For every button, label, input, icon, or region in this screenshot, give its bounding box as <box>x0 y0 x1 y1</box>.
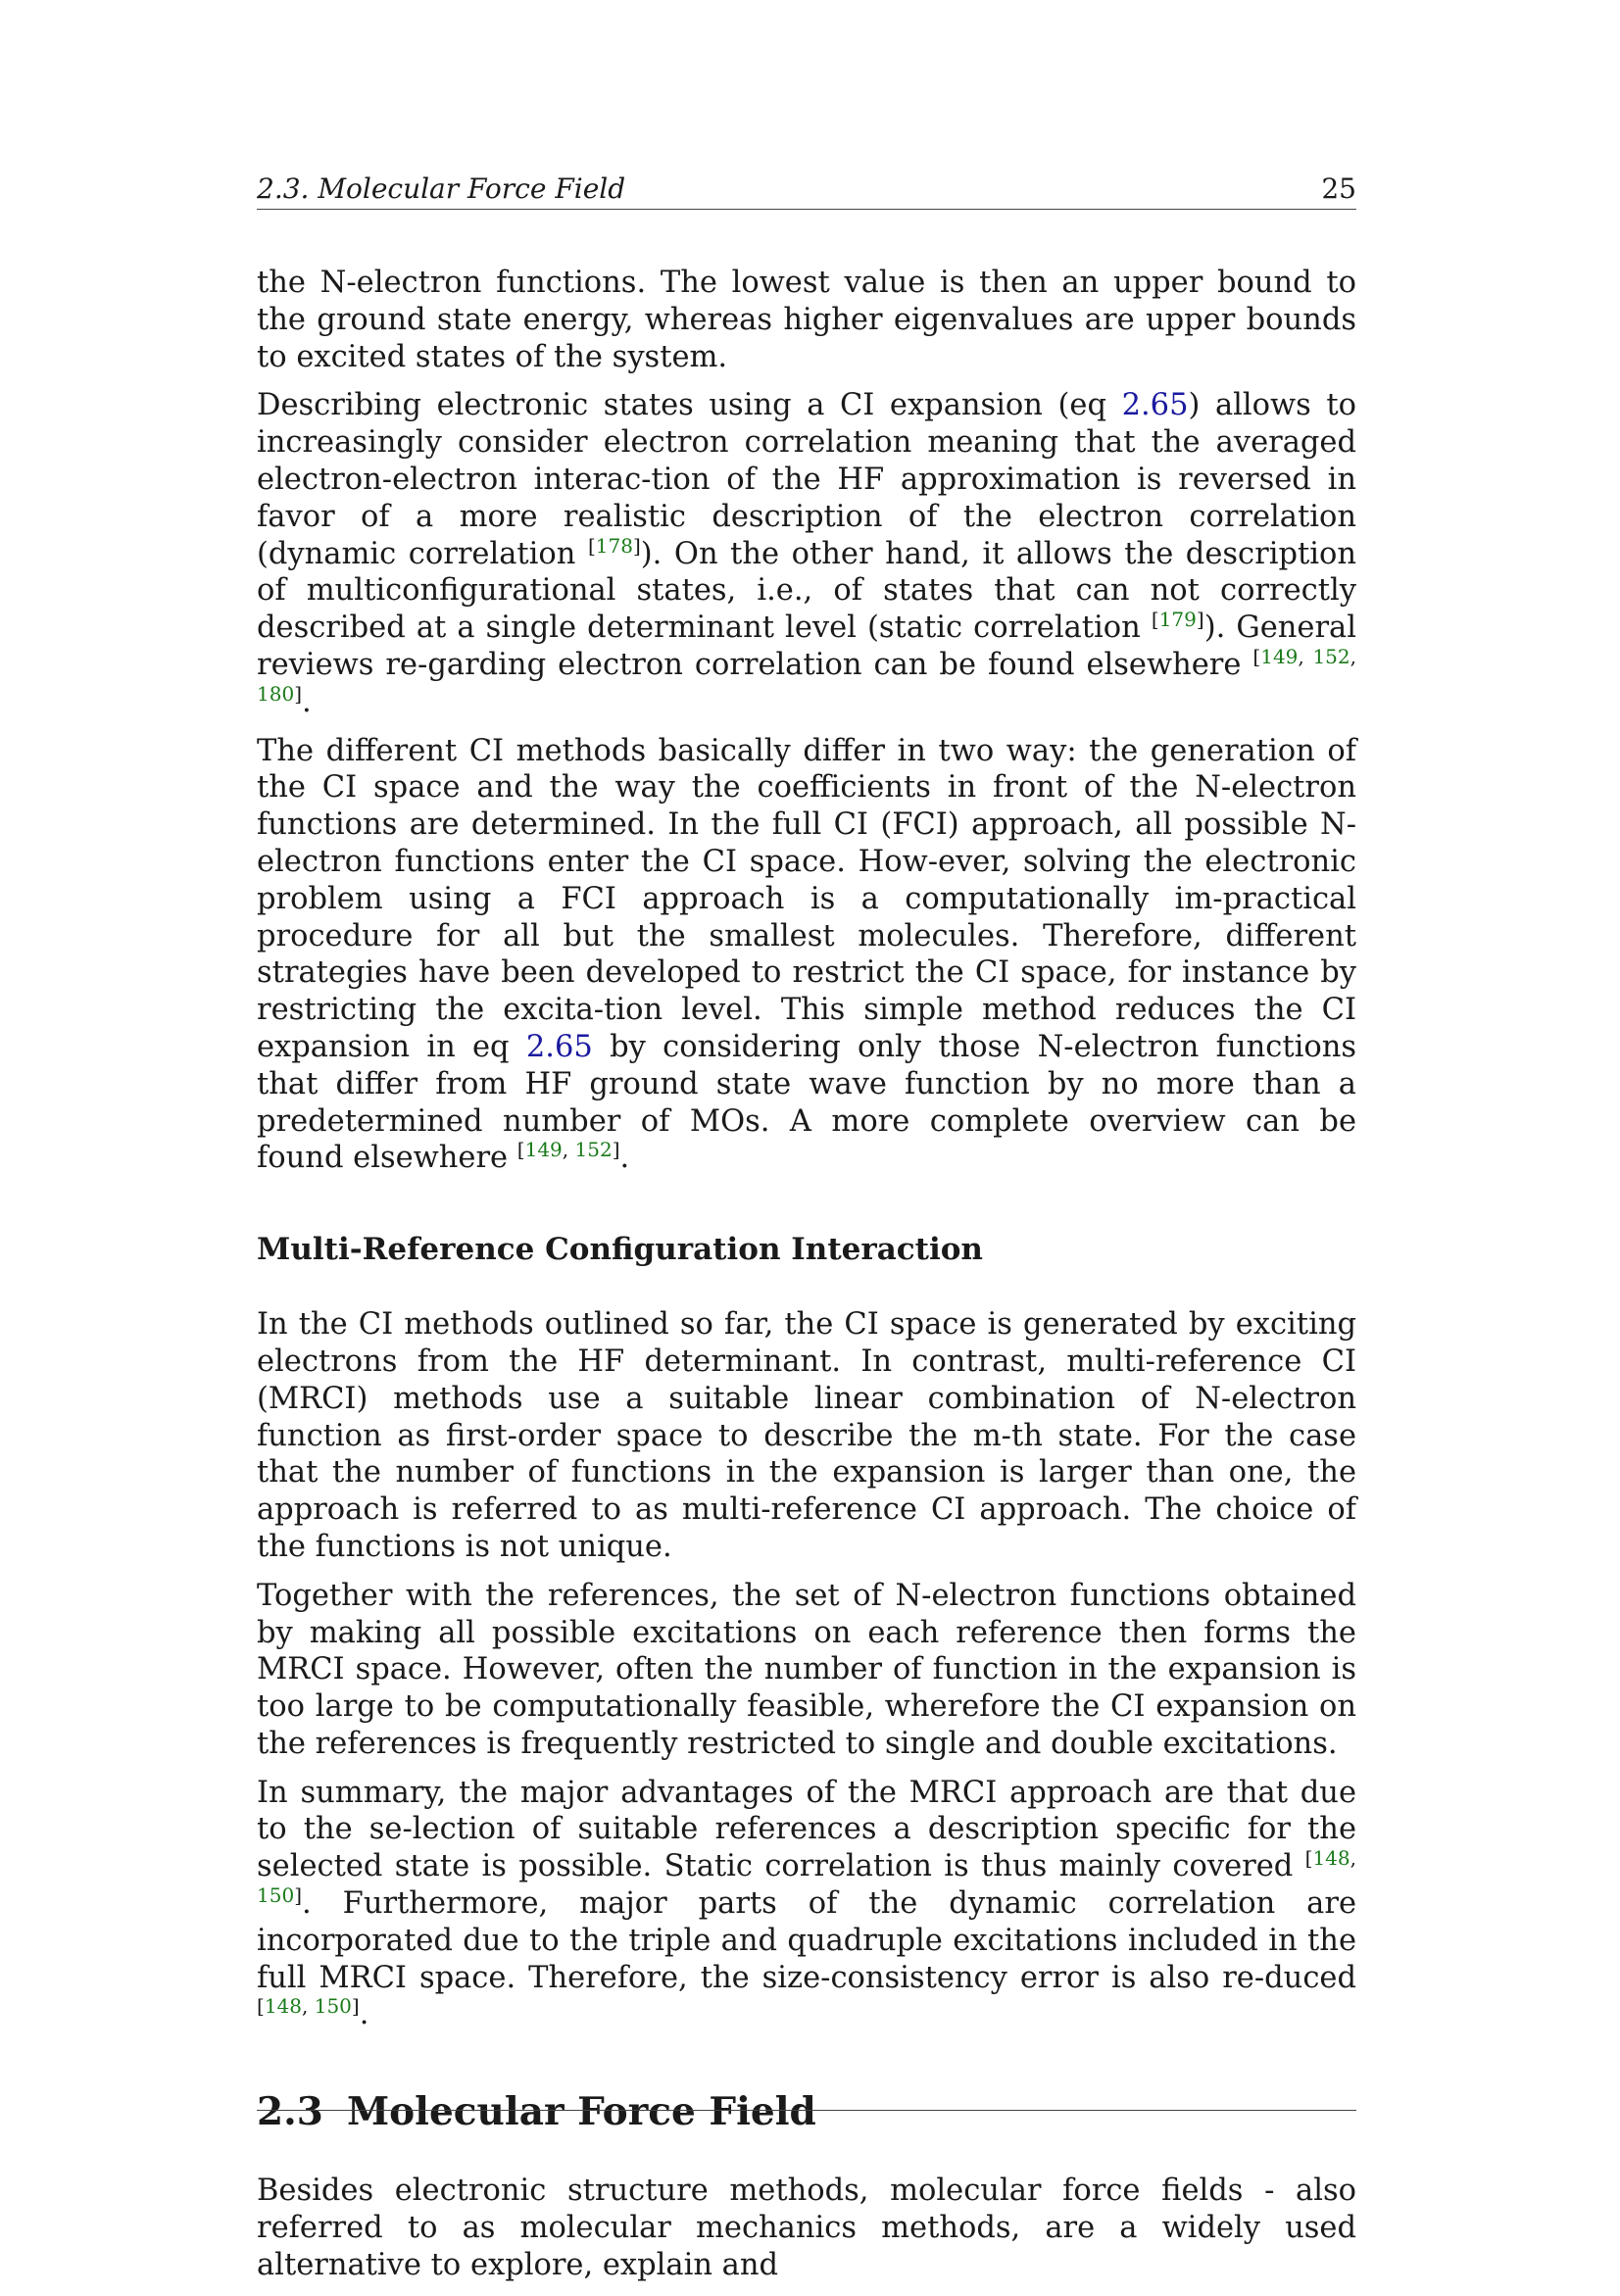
text-run: Describing electronic states using a CI expansion (eq <box>257 388 1122 423</box>
equation-link[interactable]: 2.65 <box>525 1029 593 1064</box>
citation: [149, 152, 180] <box>257 644 1356 706</box>
citation: [149, 152] <box>516 1138 620 1162</box>
page-number: 25 <box>1321 172 1356 205</box>
text-run: by considering only those N-electron functions that differ from HF ground state wave function by no more than a predetermined number of MOs. A more complete overview can be found elsewhere <box>257 1029 1356 1176</box>
citation-link[interactable]: 148 <box>264 1994 302 2019</box>
paragraph-3 <box>257 733 1356 1178</box>
text-run: . <box>359 1997 369 2032</box>
text-run: . <box>619 1141 630 1176</box>
citation-link[interactable]: 178 <box>595 533 633 558</box>
section-number: 2.3 <box>257 2089 323 2135</box>
citation-link[interactable]: 180 <box>257 681 295 706</box>
citation: [179] <box>1151 608 1204 632</box>
citation-link[interactable]: 152 <box>1312 644 1350 668</box>
running-header <box>257 171 1356 210</box>
section-heading <box>257 2090 1356 2133</box>
citation-link[interactable]: 149 <box>1260 644 1299 668</box>
paragraph-4: In the CI methods outlined so far, the CI space is generated by exciting electrons from the HF determinant. In contrast, multi-reference CI (MRCI) methods use a suitable linear combination of N-electron function as first-order space to describe the m-th state. For the case that the number of functions in the expansion is larger than one, the approach is referred to as multi-reference CI approach. The choice of the functions is not unique. <box>257 1307 1356 1564</box>
paragraph-5: Together with the references, the set of N-electron functions obtained by making all possible excitations on each reference then forms the MRCI space. However, often the number of function in the expansion is too large to be computationally feasible, wherefore the CI expansion on the references is frequently restricted to single and double excitations. <box>257 1578 1356 1761</box>
text-run: . <box>302 684 312 719</box>
paragraph-6 <box>257 1775 1356 2034</box>
text-run: The different CI methods basically differ in two way: the generation of the CI space and the way the coefficients in front of the N-electron functions are determined. In the full CI (FCI) approach, all possible N-electron functions enter the CI space. How-ever, solving the electronic problem using a FCI approach is a computationally im-practical procedure for all but the smallest molecules. Therefore, different strategies have been developed to restrict the CI space, for instance by restricting the excita-tion level. This simple method reduces the CI expansion in eq <box>257 733 1356 1064</box>
body-content <box>257 265 1356 2296</box>
paragraph-2 <box>257 387 1356 720</box>
paragraph-1: the N-electron functions. The lowest value is then an upper bound to the ground state energy, whereas higher eigenvalues are upper bounds to excited states of the system. <box>257 266 1356 374</box>
paragraph-7: Besides electronic structure methods, molecular force fields - also referred to as molecular mechanics methods, are a widely used alternative to explore, explain and <box>257 2174 1356 2282</box>
citation: [148, 150] <box>257 1846 1356 1907</box>
page <box>257 0 1356 2292</box>
citation-link[interactable]: 150 <box>257 1882 295 1907</box>
citation-link[interactable]: 152 <box>574 1138 613 1162</box>
section-title: Molecular Force Field <box>347 2089 816 2135</box>
footer-rule <box>257 2110 1356 2111</box>
text-run: ). General reviews re-garding electron correlation can be found elsewhere <box>257 611 1356 682</box>
citation: [148, 150] <box>257 1994 360 2019</box>
citation-link[interactable]: 179 <box>1158 608 1197 632</box>
citation: [178] <box>587 533 641 558</box>
text-run: In summary, the major advantages of the MRCI approach are that due to the se-lection of suitable references a description specific for the selected state is possible. Static correlation is thus mainly covered <box>257 1775 1356 1884</box>
citation-link[interactable]: 149 <box>524 1138 563 1162</box>
header-title: 2.3. Molecular Force Field <box>257 172 626 205</box>
equation-link[interactable]: 2.65 <box>1121 388 1189 423</box>
citation-link[interactable]: 148 <box>1312 1846 1350 1871</box>
text-run: ). On the other hand, it allows the description of multiconfigurational states, i.e., of states that can not correctly described at a single determinant level (static correlation <box>257 536 1356 646</box>
text-run: ) allows to increasingly consider electron correlation meaning that the averaged electron-electron interac-tion of the HF approximation is reversed in favor of a more realistic description of the electron correlation (dynamic correlation <box>257 388 1356 571</box>
citation-link[interactable]: 150 <box>314 1994 352 2019</box>
text-run: . Furthermore, major parts of the dynamic correlation are incorporated due to the triple and quadruple excitations included in the full MRCI space. Therefore, the size-consistency error is also re-duced <box>257 1886 1356 1995</box>
subsection-heading: Multi-Reference Configuration Interaction <box>257 1232 983 1268</box>
